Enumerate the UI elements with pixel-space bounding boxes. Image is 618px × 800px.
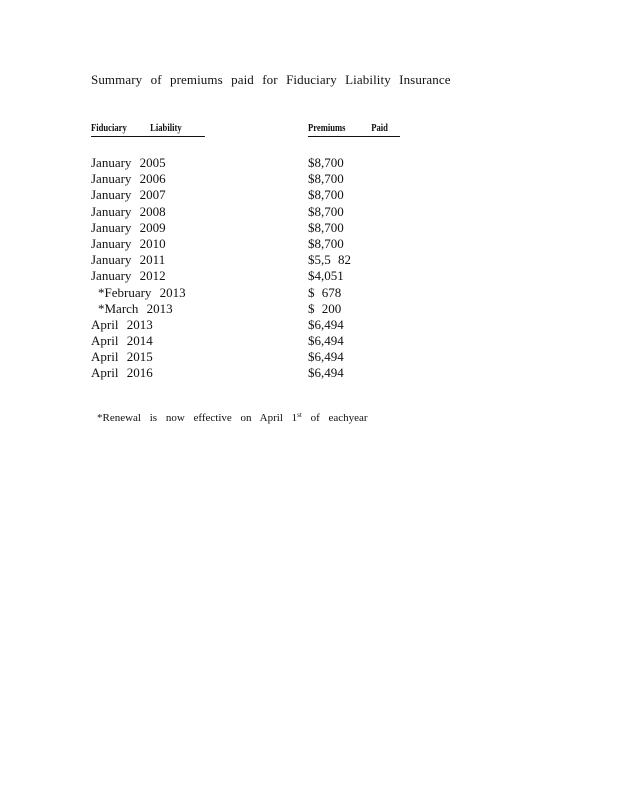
list-item xyxy=(91,220,411,236)
premium-amount: $6,494 xyxy=(308,365,344,381)
period-label: January 2011 xyxy=(91,252,166,268)
period-label: *March 2013 xyxy=(98,300,173,316)
document-title: Summary of premiums paid for Fiduciary Liability Insurance xyxy=(91,72,451,87)
premium-amount: $ 200 xyxy=(308,300,342,316)
premium-amount: $5,5 82 xyxy=(308,252,351,268)
premium-amount: $6,494 xyxy=(308,333,344,349)
list-item xyxy=(91,333,411,349)
list-item xyxy=(91,349,411,365)
period-label: April 2015 xyxy=(91,349,153,365)
premium-amount: $8,700 xyxy=(308,155,344,170)
column-header-premiums-paid xyxy=(308,122,388,134)
period-label: January 2005 xyxy=(91,155,166,170)
header-word-premiums: Premiums xyxy=(308,122,346,134)
footnote-text-end: of eachyear xyxy=(301,412,368,424)
premium-amount: $ 678 xyxy=(308,284,342,300)
list-item xyxy=(91,171,411,187)
header-word-paid: Paid xyxy=(371,122,388,134)
list-item xyxy=(91,187,411,203)
period-label: January 2006 xyxy=(91,171,166,187)
list-item xyxy=(91,268,411,284)
header-word-fiduciary: Fiduciary xyxy=(91,122,127,134)
period-label: January 2010 xyxy=(91,235,166,251)
list-item xyxy=(91,252,411,268)
footnote-ordinal: st xyxy=(297,411,302,419)
header-word-liability: Liability xyxy=(150,122,182,134)
period-label: April 2016 xyxy=(91,365,153,381)
list-item xyxy=(91,285,411,301)
period-label: January 2008 xyxy=(91,203,166,219)
list-item xyxy=(91,155,411,171)
premium-amount: $6,494 xyxy=(308,316,344,332)
premium-amount: $8,700 xyxy=(308,171,344,187)
renewal-footnote xyxy=(97,411,368,424)
list-item xyxy=(91,236,411,252)
footnote-text: *Renewal is now effective on April 1 xyxy=(97,412,298,424)
premium-amount: $6,494 xyxy=(308,349,344,365)
list-item xyxy=(91,301,411,317)
header-underline xyxy=(308,136,400,137)
list-item xyxy=(91,365,411,381)
period-label: April 2014 xyxy=(91,333,153,349)
period-label: January 2012 xyxy=(91,268,166,284)
premium-amount: $8,700 xyxy=(308,187,344,203)
period-label: *February 2013 xyxy=(98,284,186,300)
premium-list xyxy=(91,155,411,382)
premium-amount: $8,700 xyxy=(308,219,344,235)
header-underline xyxy=(91,136,205,137)
premium-amount: $8,700 xyxy=(308,235,344,251)
premium-amount: $4,051 xyxy=(308,268,344,284)
premium-amount: $8,700 xyxy=(308,203,344,219)
period-label: January 2007 xyxy=(91,187,166,203)
list-item xyxy=(91,317,411,333)
list-item xyxy=(91,204,411,220)
period-label: January 2009 xyxy=(91,219,166,235)
period-label: April 2013 xyxy=(91,316,153,332)
column-header-fiduciary-liability xyxy=(91,122,182,134)
